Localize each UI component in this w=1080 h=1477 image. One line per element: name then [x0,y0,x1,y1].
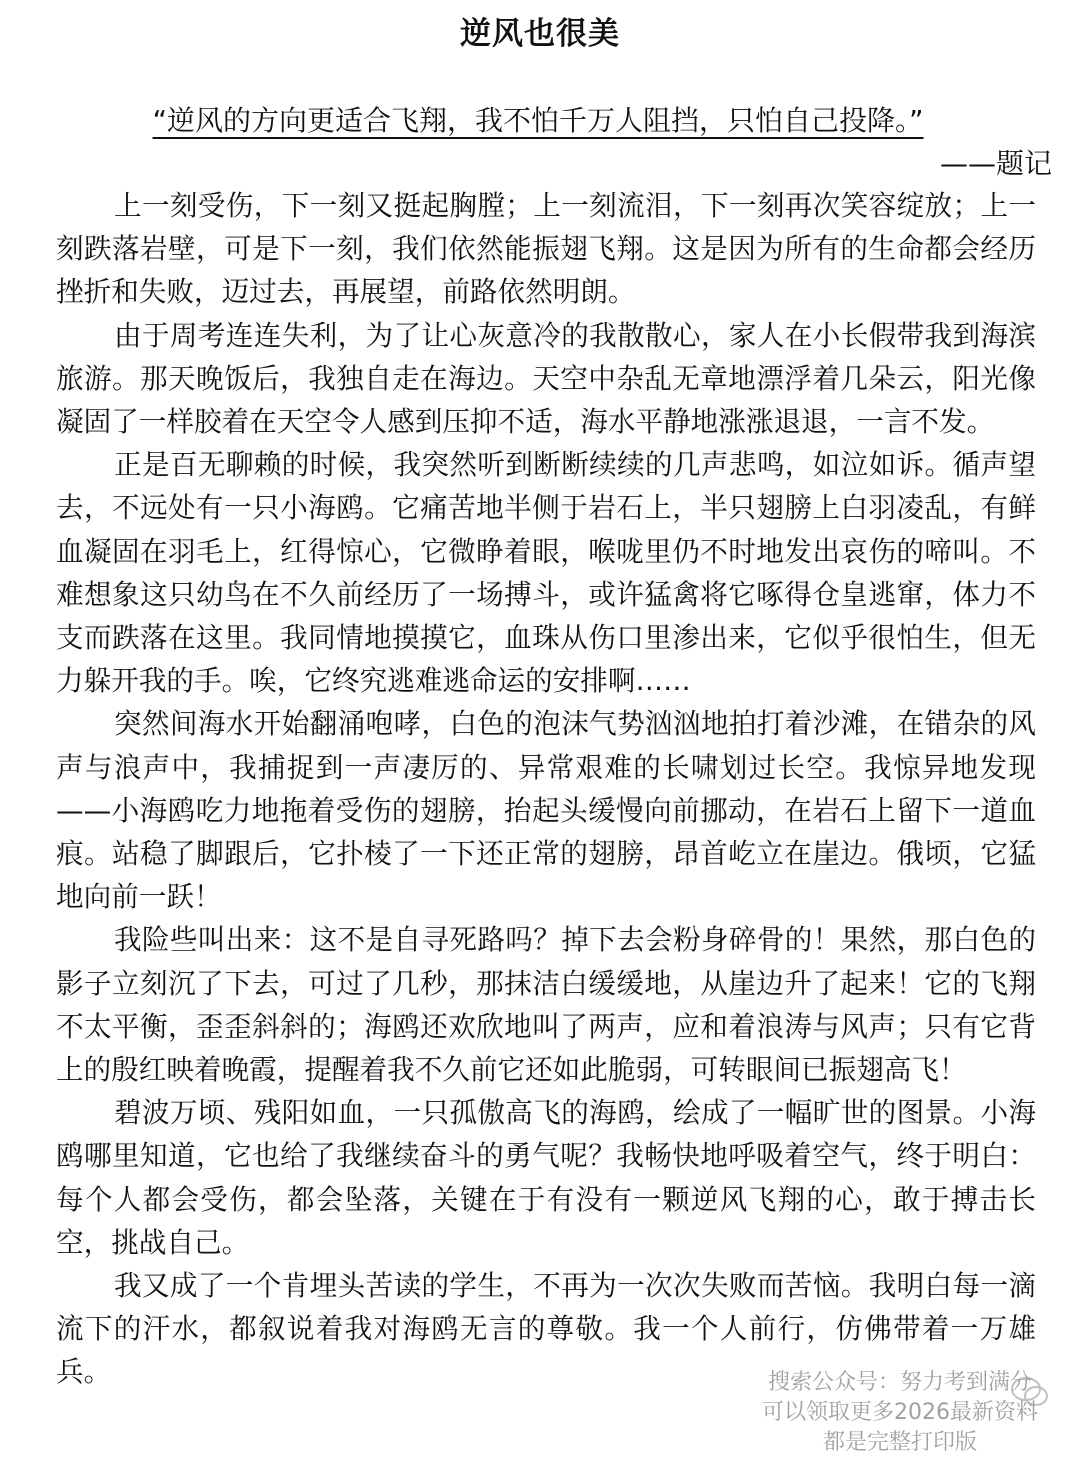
paragraph-6: 碧波万顷、残阳如血，一只孤傲高飞的海鸥，绘成了一幅旷世的图景。小海鸥哪里知道，它也给了我继续奋斗的勇气呢？我畅快地呼吸着空气，终于明白：每个人都会受伤，都会坠落，关键在于有没有一颗逆风飞翔的心，敢于搏击长空，挑战自己。 [56,1096,1036,1259]
essay-body [56,184,1036,1394]
epigraph [58,101,1018,141]
paragraph-2: 由于周考连连失利，为了让心灰意冷的我散散心，家人在小长假带我到海滨旅游。那天晚饭后，我独自走在海边。天空中杂乱无章地漂浮着几朵云，阳光像凝固了一样胶着在天空令人感到压抑不适，海水平静地涨涨退退，一言不发。 [56,318,1036,439]
paragraph-3: 正是百无聊赖的时候，我突然听到断断续续的几声悲鸣，如泣如诉。循声望去，不远处有一只小海鸥。它痛苦地半侧于岩石上，半只翅膀上白羽凌乱，有鲜血凝固在羽毛上，红得惊心，它微睁着眼，喉咙里仍不时地发出哀伤的啼叫。不难想象这只幼鸟在不久前经历了一场搏斗，或许猛禽将它啄得仓皇逃窜，体力不支而跌落在这里。我同情地摸摸它，血珠从伤口里渗出来，它似乎很怕生，但无力躲开我的手。唉，它终究逃难逃命运的安排啊…… [56,448,1036,698]
watermark-line-2: 可以领取更多2026最新资料 [762,1400,1038,1425]
watermark-line-1: 搜索公众号：努力考到满分 [767,1370,1032,1395]
essay-title: 逆风也很美 [460,16,620,52]
paragraph-5: 我险些叫出来：这不是自寻死路吗？掉下去会粉身碎骨的！果然，那白色的影子立刻沉了下去，可过了几秒，那抹洁白缓缓地，从崖边升了起来！它的飞翔不太平衡，歪歪斜斜的；海鸥还欢欣地叫了两声，应和着浪涛与风声；只有它背上的殷红映着晚霞，提醒着我不久前它还如此脆弱，可转眼间已振翅高飞！ [56,923,1036,1087]
epigraph-text: “逆风的方向更适合飞翔，我不怕千万人阻挡，只怕自己投降。” [152,104,924,137]
paragraph-4: 突然间海水开始翻涌咆哮，白色的泡沫气势汹汹地拍打着沙滩，在错杂的风声与浪声中，我捕捉到一声凄厉的、异常艰难的长啸划过长空。我惊异地发现——小海鸥吃力地拖着受伤的翅膀，抬起头缓慢向前挪动，在岩石上留下一道血痕。站稳了脚跟后，它扑棱了一下还正常的翅膀，昂首屹立在崖边。俄顷，它猛地向前一跃！ [56,707,1036,914]
watermark [740,1368,1060,1458]
watermark-line-3: 都是完整打印版 [822,1430,977,1455]
paragraph-7: 我又成了一个肯埋头苦读的学生，不再为一次次失败而苦恼。我明白每一滴流下的汗水，都叙说着我对海鸥无言的尊敬。我一个人前行，仿佛带着一万雄兵。 [56,1269,1036,1389]
epigraph-signoff: ——题记 [939,147,1052,180]
paragraph-1: 上一刻受伤，下一刻又挺起胸膛；上一刻流泪，下一刻再次笑容绽放；上一刻跌落岩壁，可是下一刻，我们依然能振翅飞翔。这是因为所有的生命都会经历挫折和失败，迈过去，再展望，前路依然明朗。 [56,189,1036,309]
